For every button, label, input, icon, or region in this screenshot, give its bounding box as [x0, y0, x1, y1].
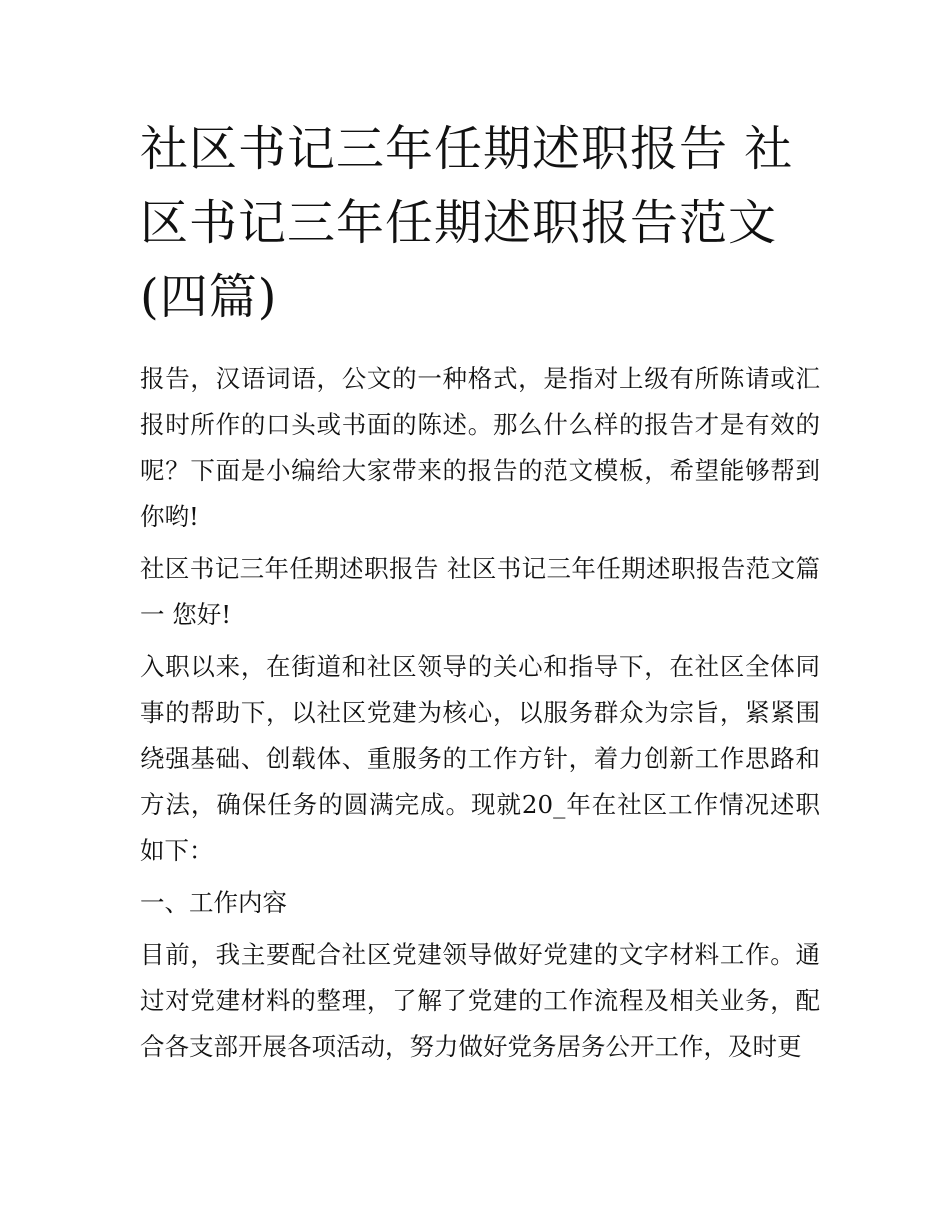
intro-paragraph: 报告，汉语词语，公文的一种格式，是指对上级有所陈请或汇报时所作的口头或书面的陈述。那么什么样的报告才是有效的呢？下面是小编给大家带来的报告的范文模板，希望能够帮到你哟! [140, 364, 820, 531]
document-body [140, 356, 820, 1076]
section-heading: 一、工作内容 [140, 888, 287, 917]
document-title: 社区书记三年任期述职报告 社区书记三年任期述职报告范文(四篇) [140, 121, 794, 325]
body-paragraph: 入职以来，在街道和社区领导的关心和指导下，在社区全体同事的帮助下，以社区党建为核心，以服务群众为宗旨，紧紧围绕强基础、创载体、重服务的工作方针，着力创新工作思路和方法，确保任务的圆满完成。现就20_年在社区工作情况述职如下： [140, 652, 820, 865]
body-paragraph: 目前，我主要配合社区党建领导做好党建的文字材料工作。通过对党建材料的整理，了解了党建的工作流程及相关业务，配合各支部开展各项活动，努力做好党务居务公开工作，及时更 [140, 940, 820, 1061]
article-heading-paragraph: 社区书记三年任期述职报告 社区书记三年任期述职报告范文篇一 您好! [140, 554, 820, 629]
